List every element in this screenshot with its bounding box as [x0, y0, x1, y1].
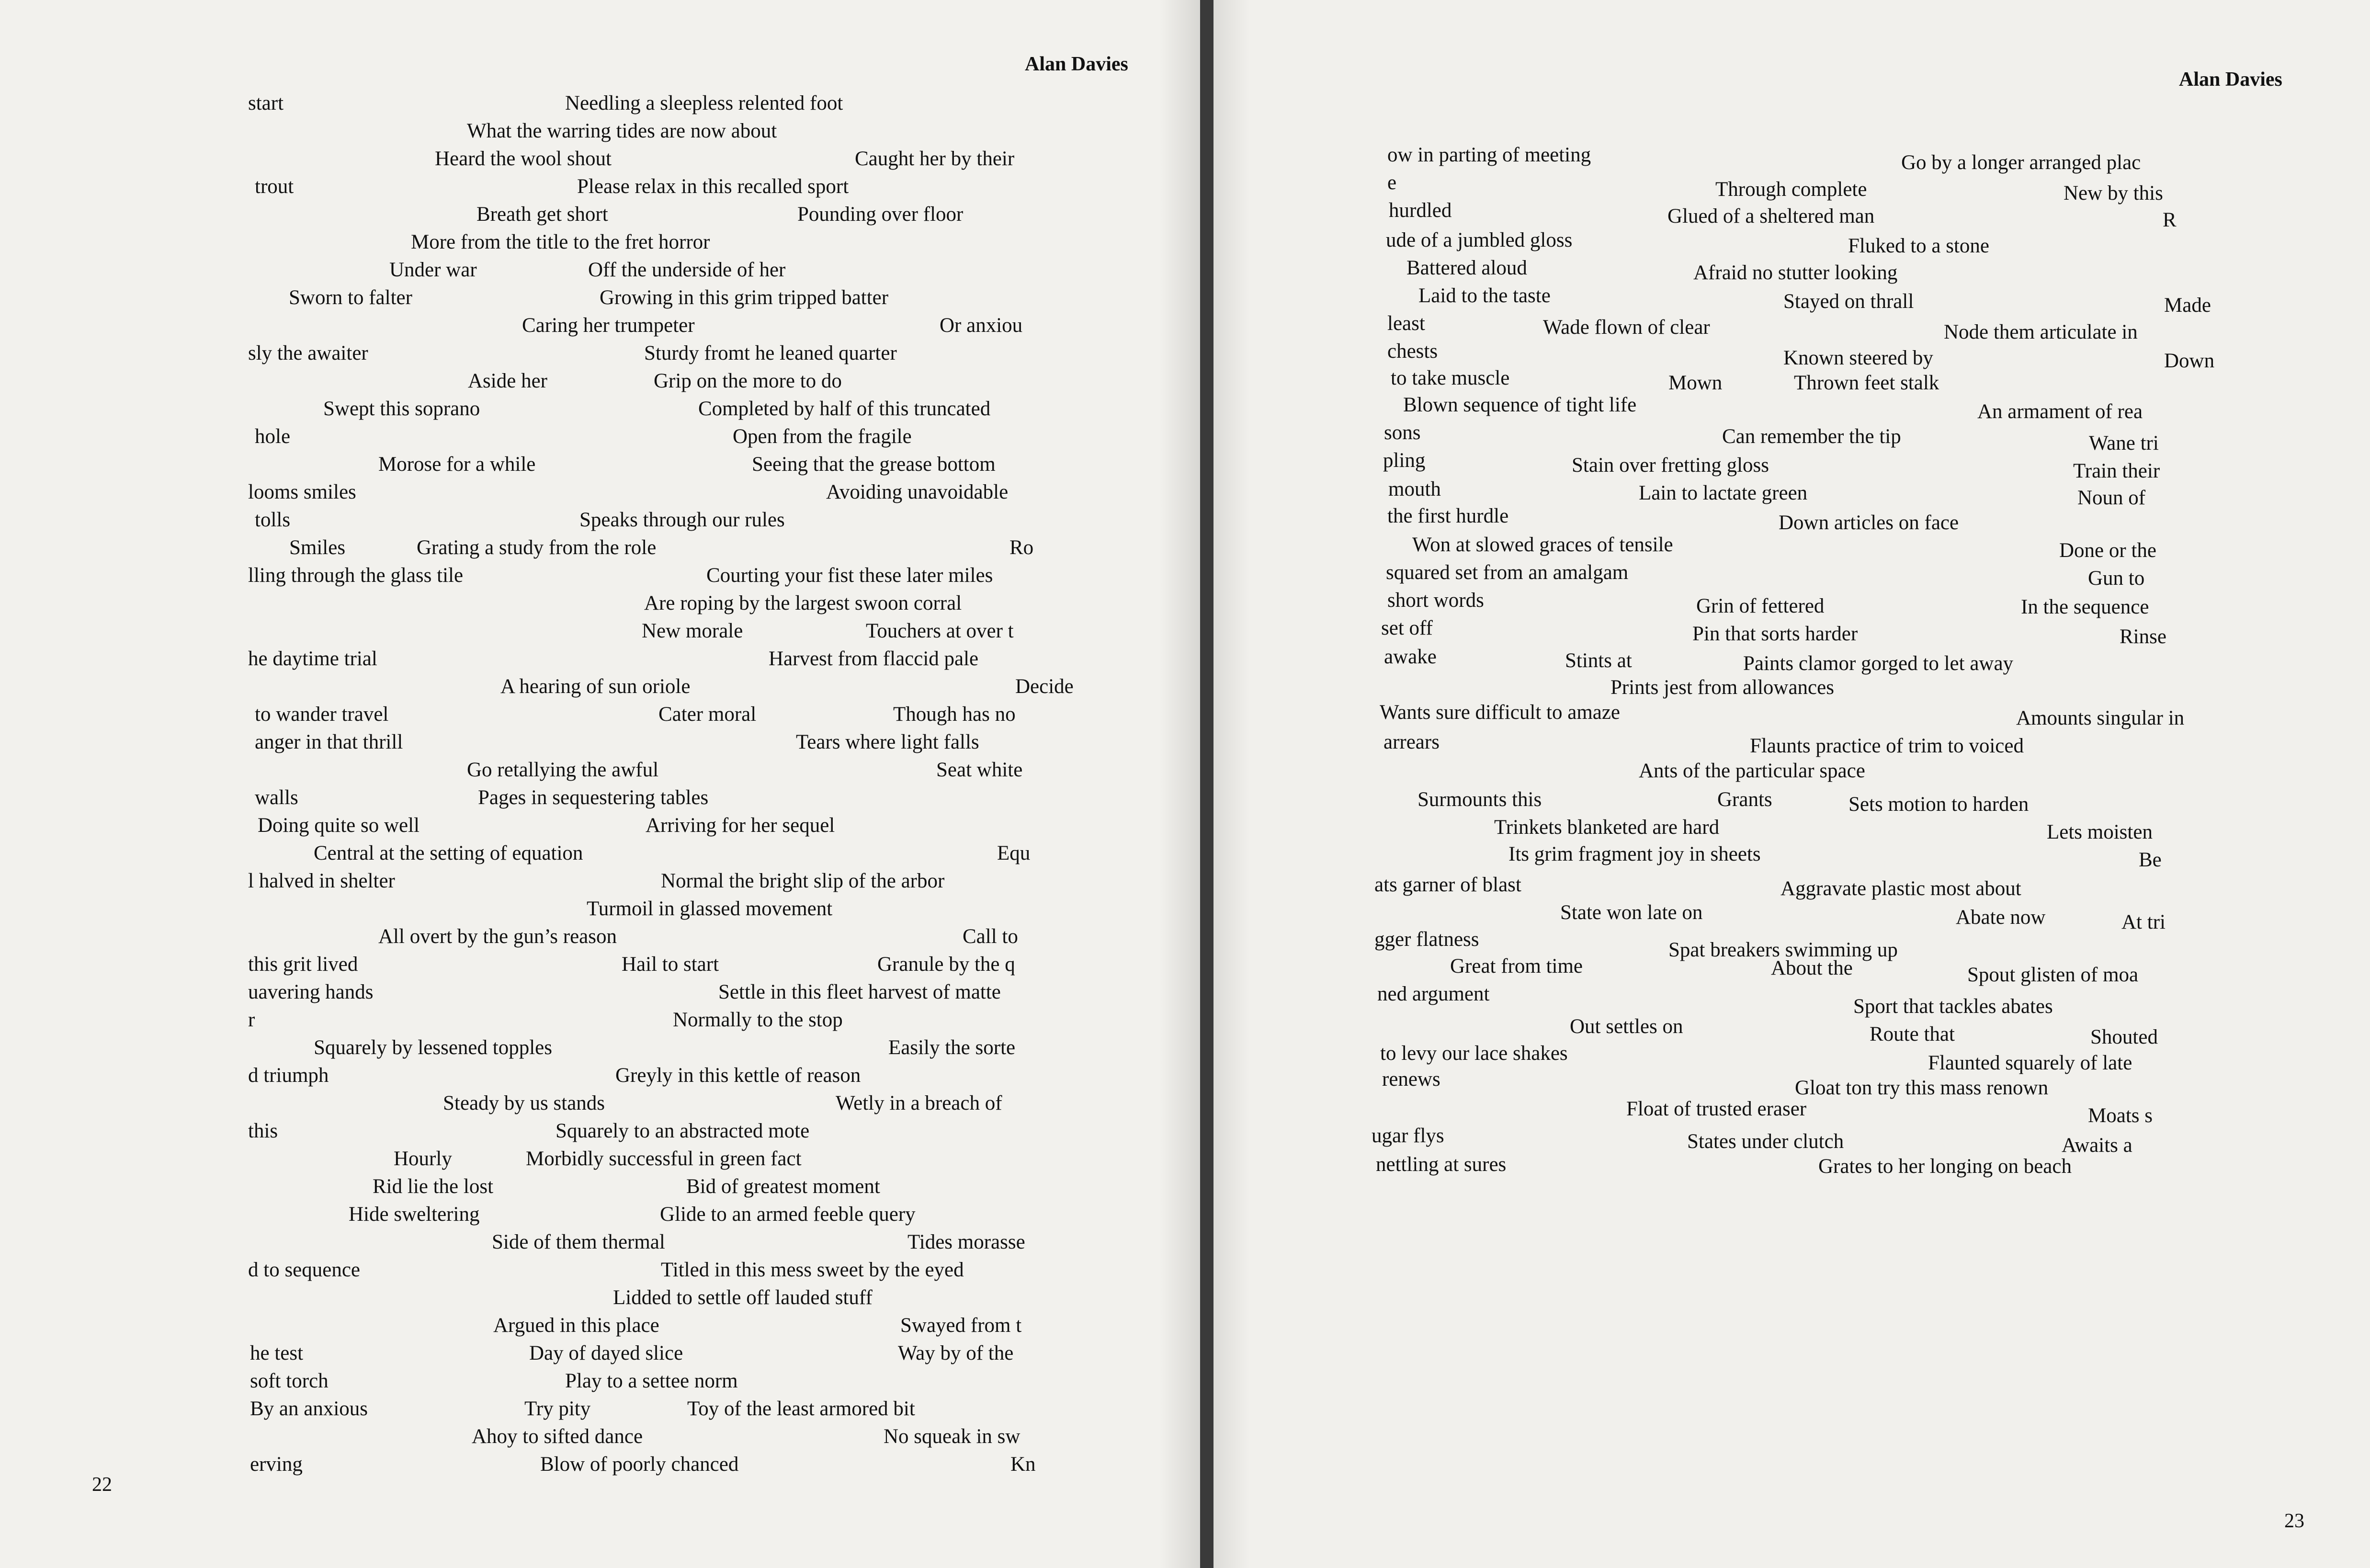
left-page-line: Touchers at over t: [866, 620, 1014, 642]
right-page-line: Sport that tackles abates: [1853, 995, 2053, 1018]
right-page-line: An armament of rea: [1977, 400, 2143, 423]
right-page-line: sons: [1384, 421, 1421, 444]
right-page-line: Amounts singular in: [2016, 707, 2185, 729]
right-poem: [1207, 0, 2370, 1568]
right-page-line: Laid to the taste: [1418, 284, 1551, 307]
left-page-line: erving: [250, 1453, 303, 1476]
left-page-line: Tides morasse: [907, 1231, 1025, 1253]
right-page-line: Flaunted squarely of late: [1928, 1052, 2132, 1074]
right-page-line: Afraid no stutter looking: [1693, 261, 1898, 284]
left-page-line: Cater moral: [658, 703, 757, 726]
left-page-line: Normal the bright slip of the arbor: [661, 870, 945, 892]
right-page-line: chests: [1387, 340, 1438, 363]
left-page-line: New morale: [642, 620, 743, 642]
right-page-line: Grates to her longing on beach: [1818, 1155, 2072, 1178]
left-page-line: Completed by half of this truncated: [698, 398, 991, 420]
left-page-line: Swayed from t: [900, 1314, 1022, 1337]
left-page-line: to wander travel: [255, 703, 389, 726]
left-page-line: Blow of poorly chanced: [540, 1453, 739, 1476]
left-page-line: this grit lived: [248, 953, 358, 976]
left-page-line: Squarely by lessened topples: [314, 1036, 552, 1059]
left-page-line: Caring her trumpeter: [522, 314, 695, 337]
left-page-line: Seat white: [936, 759, 1023, 781]
right-page-line: Wane tri: [2089, 432, 2159, 454]
left-page-line: Under war: [389, 259, 477, 281]
left-page-line: Are roping by the largest swoon corral: [644, 592, 962, 614]
left-page-line: trout: [255, 175, 294, 198]
left-page-line: Sworn to falter: [289, 286, 412, 309]
left-page-line: Titled in this mess sweet by the eyed: [661, 1259, 964, 1281]
left-page-line: Please relax in this recalled sport: [577, 175, 849, 198]
right-page-line: Aggravate plastic most about: [1780, 877, 2021, 900]
left-page-line: What the warring tides are now about: [467, 120, 777, 142]
left-page-line: Tears where light falls: [796, 731, 979, 753]
right-page-line: ats garner of blast: [1374, 874, 1521, 896]
left-page-line: Breath get short: [476, 203, 608, 226]
left-page-line: Hide sweltering: [349, 1203, 480, 1226]
right-page-line: Grants: [1717, 788, 1772, 811]
left-page-number: 22: [92, 1474, 112, 1496]
right-page-line: Blown sequence of tight life: [1403, 394, 1637, 416]
left-page-line: Toy of the least armored bit: [687, 1398, 915, 1420]
right-page-line: Rinse: [2120, 625, 2166, 648]
right-page-line: Ants of the particular space: [1639, 760, 1865, 782]
right-page-line: Spout glisten of moa: [1967, 964, 2139, 986]
right-page-line: pling: [1383, 449, 1426, 472]
right-page-line: States under clutch: [1687, 1130, 1844, 1153]
left-page-line: Easily the sorte: [888, 1036, 1016, 1059]
left-page-line: Day of dayed slice: [529, 1342, 683, 1364]
right-page-line: Gloat ton try this mass renown: [1795, 1077, 2049, 1099]
left-page-line: r: [248, 1009, 255, 1031]
left-page-line: Harvest from flaccid pale: [769, 648, 979, 670]
left-page-line: Morose for a while: [378, 453, 536, 476]
left-page-line: Equ: [997, 842, 1031, 864]
left-page-line: Open from the fragile: [733, 425, 912, 448]
left-page-line: Steady by us stands: [443, 1092, 605, 1114]
left-page-line: Off the underside of her: [588, 259, 786, 281]
right-page-line: Lets moisten: [2047, 821, 2153, 843]
right-page-line: Can remember the tip: [1722, 425, 1901, 448]
right-page-line: Through complete: [1715, 178, 1867, 201]
right-page-line: renews: [1382, 1068, 1440, 1091]
left-page-line: Grating a study from the role: [417, 536, 657, 559]
right-page-header: Alan Davies: [2179, 68, 2282, 91]
left-page-line: Play to a settee norm: [565, 1370, 738, 1392]
right-page-line: Stayed on thrall: [1783, 290, 1914, 313]
right-page-line: Prints jest from allowances: [1610, 676, 1834, 699]
right-page-line: Wade flown of clear: [1543, 316, 1710, 339]
left-page-line: tolls: [255, 509, 291, 531]
right-page-line: e: [1387, 171, 1397, 194]
left-page-line: By an anxious: [250, 1398, 368, 1420]
right-page-line: Be: [2139, 849, 2162, 871]
left-page-line: soft torch: [250, 1370, 329, 1392]
left-page-line: Pages in sequestering tables: [478, 786, 709, 809]
right-page-line: Gun to: [2088, 567, 2145, 590]
right-page-line: State won late on: [1560, 901, 1703, 924]
right-page-line: Done or the: [2059, 539, 2156, 562]
right-page-line: Mown: [1668, 372, 1723, 394]
left-page-line: d triumph: [248, 1064, 329, 1087]
right-page-line: Stain over fretting gloss: [1572, 454, 1769, 477]
left-page-line: Wetly in a breach of: [836, 1092, 1002, 1114]
left-page-line: Rid lie the lost: [373, 1175, 494, 1198]
left-page-line: Arriving for her sequel: [646, 814, 835, 837]
left-page-line: Turmoil in glassed movement: [587, 898, 833, 920]
left-page-line: Ro: [1009, 536, 1034, 559]
right-page-line: Glued of a sheltered man: [1667, 205, 1875, 227]
book-gutter: [1200, 0, 1213, 1568]
left-page-line: A hearing of sun oriole: [500, 675, 691, 698]
right-page-line: Node them articulate in: [1944, 321, 2138, 343]
right-page-line: Its grim fragment joy in sheets: [1508, 843, 1761, 865]
left-page-line: start: [248, 92, 284, 114]
right-page-line: ned argument: [1377, 983, 1490, 1005]
left-page-line: l halved in shelter: [248, 870, 395, 892]
right-page-line: Float of trusted eraser: [1626, 1098, 1807, 1120]
right-page-line: least: [1387, 312, 1425, 335]
right-page-line: ude of a jumbled gloss: [1386, 229, 1573, 251]
right-page-line: Great from time: [1450, 955, 1583, 977]
right-page-line: Awaits a: [2062, 1134, 2132, 1157]
left-page-line: Ahoy to sifted dance: [472, 1425, 643, 1448]
left-page-line: More from the title to the fret horror: [411, 231, 710, 253]
left-page-line: Smiles: [289, 536, 346, 559]
left-page-line: Aside her: [468, 370, 547, 392]
right-page-line: In the sequence: [2021, 596, 2149, 618]
left-page-line: anger in that thrill: [255, 731, 403, 753]
left-page-line: Morbidly successful in green fact: [526, 1148, 802, 1170]
left-page-line: Way by of the: [898, 1342, 1014, 1364]
left-page-line: No squeak in sw: [884, 1425, 1021, 1448]
left-page-line: Needling a sleepless relented foot: [565, 92, 843, 114]
right-page-line: mouth: [1388, 478, 1441, 500]
left-page-line: Kn: [1010, 1453, 1036, 1476]
right-page-line: Stints at: [1565, 649, 1632, 672]
right-page-line: Lain to lactate green: [1639, 482, 1808, 504]
right-page: [1207, 0, 2370, 1568]
right-page-line: New by this: [2064, 182, 2163, 205]
right-page-line: Surmounts this: [1417, 788, 1542, 811]
left-page-line: he test: [250, 1342, 304, 1364]
right-page-line: Noun of: [2077, 487, 2146, 509]
right-page-line: Grin of fettered: [1696, 595, 1825, 617]
right-page-number: 23: [2284, 1510, 2304, 1532]
left-page-line: Grip on the more to do: [654, 370, 842, 392]
right-page-line: At tri: [2121, 911, 2166, 933]
left-page-line: Try pity: [524, 1398, 591, 1420]
right-page-line: gger flatness: [1374, 928, 1479, 951]
right-page-line: Abate now: [1956, 906, 2046, 929]
left-page-line: Swept this soprano: [323, 398, 480, 420]
right-page-line: Flaunts practice of trim to voiced: [1750, 735, 2024, 757]
right-page-line: hurdled: [1389, 199, 1452, 222]
left-page-line: Glide to an armed feeble query: [660, 1203, 916, 1226]
left-page-line: uavering hands: [248, 981, 374, 1003]
right-page-line: arrears: [1383, 731, 1440, 753]
right-page-line: Down: [2164, 350, 2215, 372]
left-page-line: Or anxiou: [940, 314, 1023, 337]
left-page-line: Seeing that the grease bottom: [752, 453, 996, 476]
left-page-line: Avoiding unavoidable: [826, 481, 1009, 503]
left-page-line: Growing in this grim tripped batter: [600, 286, 889, 309]
right-page-line: Wants sure difficult to amaze: [1380, 701, 1621, 724]
right-page-line: ugar flys: [1372, 1125, 1444, 1147]
left-page-line: Sturdy fromt he leaned quarter: [644, 342, 897, 364]
right-page-line: Train their: [2073, 460, 2160, 482]
right-page-line: Go by a longer arranged plac: [1901, 151, 2141, 174]
left-page-line: hole: [255, 425, 291, 448]
left-page-line: Though has no: [893, 703, 1016, 726]
left-page-line: sly the awaiter: [248, 342, 368, 364]
right-page-line: Thrown feet stalk: [1794, 372, 1939, 394]
left-page-line: Hourly: [394, 1148, 452, 1170]
right-page-line: ow in parting of meeting: [1387, 144, 1591, 166]
left-page-line: Call to: [963, 925, 1018, 948]
right-page-line: Sets motion to harden: [1848, 793, 2029, 816]
right-page-line: Fluked to a stone: [1848, 235, 1989, 257]
left-page-line: Hail to start: [622, 953, 719, 976]
right-page-line: short words: [1387, 589, 1484, 612]
right-page-line: Paints clamor gorged to let away: [1743, 652, 2014, 675]
left-page-line: Squarely to an abstracted mote: [556, 1120, 810, 1142]
left-page-line: Granule by the q: [877, 953, 1015, 976]
right-page-line: Pin that sorts harder: [1692, 623, 1858, 645]
left-page-line: Doing quite so well: [258, 814, 420, 837]
right-page-line: squared set from an amalgam: [1386, 561, 1629, 584]
left-page-line: Lidded to settle off lauded stuff: [613, 1286, 873, 1309]
right-page-line: Spat breakers swimming up: [1668, 939, 1898, 961]
right-page-line: Made: [2164, 294, 2211, 317]
right-page-line: About the: [1771, 957, 1853, 979]
left-page-line: Bid of greatest moment: [686, 1175, 880, 1198]
left-page-line: looms smiles: [248, 481, 356, 503]
right-page-line: set off: [1381, 617, 1433, 639]
left-page-line: Greyly in this kettle of reason: [615, 1064, 861, 1087]
left-page-line: Speaks through our rules: [579, 509, 785, 531]
left-page-header: Alan Davies: [1025, 53, 1128, 75]
left-page-line: Normally to the stop: [673, 1009, 843, 1031]
left-page-line: walls: [255, 786, 298, 809]
left-page-line: he daytime trial: [248, 648, 377, 670]
left-page-line: Side of them thermal: [492, 1231, 665, 1253]
right-page-line: Route that: [1870, 1023, 1955, 1045]
left-page-line: Caught her by their: [855, 148, 1015, 170]
left-page-line: lling through the glass tile: [248, 564, 464, 587]
right-page-line: the first hurdle: [1387, 505, 1509, 527]
right-page-line: Down articles on face: [1779, 511, 1959, 534]
right-page-line: Won at slowed graces of tensile: [1412, 534, 1673, 556]
left-page-line: Argued in this place: [493, 1314, 659, 1337]
left-page-line: All overt by the gun’s reason: [378, 925, 617, 948]
right-page-line: Out settles on: [1570, 1015, 1683, 1038]
left-page-line: this: [248, 1120, 278, 1142]
right-page-line: awake: [1384, 646, 1437, 668]
left-page-line: Pounding over floor: [797, 203, 964, 226]
left-page-line: Courting your fist these later miles: [706, 564, 993, 587]
right-page-line: Moats s: [2088, 1104, 2153, 1127]
right-page-line: to levy our lace shakes: [1380, 1042, 1568, 1065]
right-page-line: R: [2163, 209, 2177, 231]
left-page-line: Central at the setting of equation: [314, 842, 583, 864]
left-page-line: Go retallying the awful: [467, 759, 659, 781]
left-page-line: Settle in this fleet harvest of matte: [718, 981, 1001, 1003]
right-page-line: to take muscle: [1391, 367, 1510, 389]
right-page-line: Trinkets blanketed are hard: [1494, 816, 1720, 839]
left-page-line: Heard the wool shout: [435, 148, 612, 170]
left-page-line: Decide: [1015, 675, 1074, 698]
left-page-line: d to sequence: [248, 1259, 361, 1281]
right-page-line: Battered aloud: [1406, 257, 1527, 279]
right-page-line: nettling at sures: [1376, 1153, 1507, 1176]
right-page-line: Known steered by: [1783, 347, 1933, 369]
right-page-line: Shouted: [2090, 1026, 2158, 1048]
